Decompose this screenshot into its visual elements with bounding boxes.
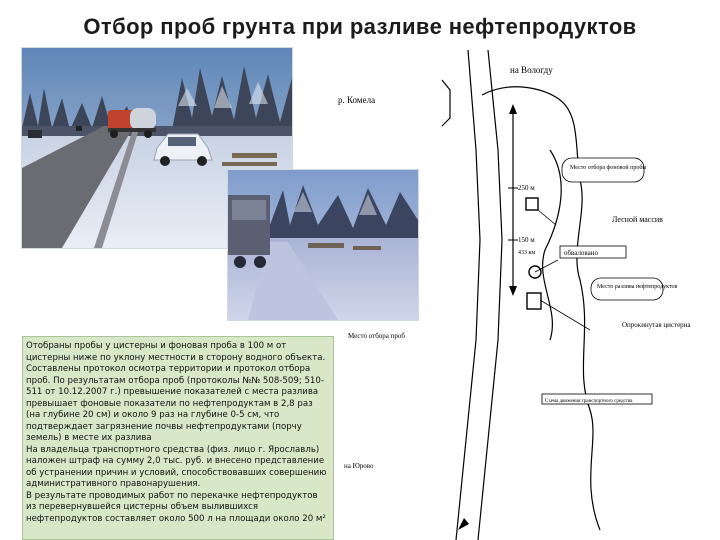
to-yurovo-label: на Юрово xyxy=(344,462,374,470)
description-paragraph: В результате проводимых работ по перекачке нефтепродуктов из перевернувшейся цистерны объем вылившихся нефтепродуктов составляет около 500 л на площади около 20 м² xyxy=(26,490,326,524)
background-sample-label: Место отбора фоновой пробы xyxy=(570,165,647,171)
distance-150-label: 150 м xyxy=(518,236,535,244)
km-433-label: 433 км xyxy=(518,250,536,256)
spill-site-label: Место разлива нефтепродуктов xyxy=(597,284,678,290)
vehicle-path-label: Схема движения транспортного средства xyxy=(545,399,633,404)
embankment-label: обваловано xyxy=(564,249,599,257)
background-sample-marker xyxy=(526,198,538,210)
site-map xyxy=(330,40,720,540)
description-paragraph: Отобраны пробы у цистерны и фоновая проба в 100 м от цистерны ниже по уклону местности в сторону водного объекта. Составлены протокол осмотра территории и протокол отбора проб. По результатам отбора проб (протоколы №№ 508-509; 510-511 от 10.12.2007 г.) превышение показателей с места разлива превышает фоновые показатели по нефтепродуктам в 2,8 раз (на глубине 20 см) и около 9 раз на глубине 0-5 см, что подтверждает загрязнение почвы нефтепродуктами (порчу земель) в месте их разлива xyxy=(26,341,326,443)
forest-label: Лесной массив xyxy=(612,215,663,224)
river-label: р. Комела xyxy=(338,95,376,105)
tank-label: Опрокинутая цистерна xyxy=(622,321,691,329)
distance-250-label: 250 м xyxy=(518,184,535,192)
description-paragraph: На владельца транспортного средства (физ. лицо г. Ярославль) наложен штраф на сумму 2,0 тыс. руб. и внесено представление об устранении причин и условий, способствовавших совершению административного правонарушения. xyxy=(26,444,327,489)
sample-site-label: Место отбора проб xyxy=(348,332,405,340)
sampling-description xyxy=(22,336,334,540)
to-vologda-label: на Вологду xyxy=(510,65,553,75)
slide-title: Отбор проб грунта при разливе нефтепродуктов xyxy=(83,14,637,39)
road-right-edge xyxy=(478,50,502,540)
road-left-edge xyxy=(456,50,480,540)
tank-marker xyxy=(527,293,541,309)
